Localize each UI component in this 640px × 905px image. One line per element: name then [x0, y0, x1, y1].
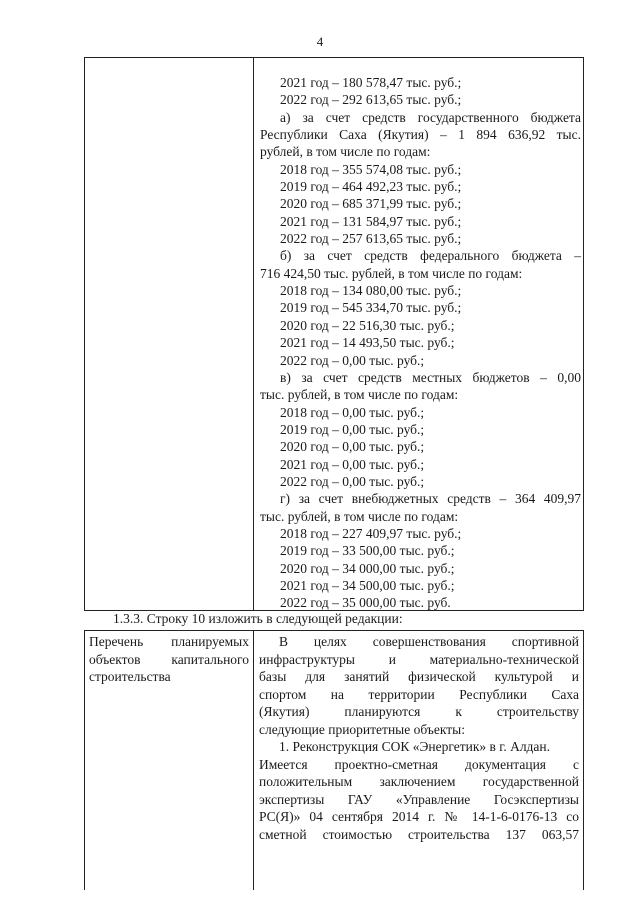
- row-title-cell: [89, 633, 249, 686]
- budget-line: а) за счет средств государственного бюджета: [280, 109, 581, 125]
- budget-line: 2021 год – 180 578,47 тыс. руб.;: [280, 75, 462, 90]
- budget-cell: [260, 74, 581, 612]
- objects-line: следующие приоритетные объекты:: [259, 721, 465, 737]
- column-divider: [253, 630, 254, 890]
- budget-line: 2022 год – 0,00 тыс. руб.;: [280, 473, 425, 489]
- budget-line: 2019 год – 545 334,70 тыс. руб.;: [280, 300, 462, 316]
- budget-line: г) за счет внебюджетных средств – 364 409,97: [280, 491, 581, 507]
- objects-line: сметной стоимостью строительства 137 063,57: [259, 826, 579, 842]
- page-number: 4: [316, 34, 324, 49]
- budget-line: тыс. рублей, в том числе по годам:: [260, 387, 459, 403]
- budget-table: [84, 57, 584, 611]
- budget-line: 2021 год – 131 584,97 тыс. руб.;: [280, 213, 462, 229]
- budget-line: 2018 год – 355 574,08 тыс. руб.;: [280, 161, 462, 177]
- budget-line: рублей, в том числе по годам:: [260, 144, 431, 160]
- budget-line: 2019 год – 33 500,00 тыс. руб.;: [280, 543, 455, 559]
- objects-line: В целях совершенствования спортивной: [279, 634, 579, 649]
- budget-line: 2022 год – 292 613,65 тыс. руб.;: [280, 92, 462, 108]
- budget-line: 716 424,50 тыс. рублей, в том числе по годам:: [260, 265, 523, 281]
- budget-line: 2022 год – 257 613,65 тыс. руб.;: [280, 231, 462, 247]
- budget-line: б) за счет средств федерального бюджета –: [280, 248, 581, 264]
- objects-line: 1. Реконструкция СОК «Энергетик» в г. Алдан.: [279, 739, 551, 754]
- objects-line: Имеется проектно-сметная документация с: [259, 756, 579, 772]
- budget-line: 2018 год – 0,00 тыс. руб.;: [280, 404, 425, 420]
- budget-line: 2020 год – 22 516,30 тыс. руб.;: [280, 317, 455, 333]
- objects-line: базы для занятий физической культурой и: [259, 669, 579, 684]
- amendment-heading: 1.3.3. Строку 10 изложить в следующей редакции:: [113, 611, 403, 626]
- objects-line: (Якутия) планируются к строительству: [259, 704, 579, 719]
- objects-line: положительным заключением государственной: [259, 774, 579, 789]
- budget-line: 2018 год – 227 409,97 тыс. руб.;: [280, 525, 462, 541]
- column-divider: [253, 57, 254, 611]
- row-title-line: объектов капитального: [89, 651, 249, 667]
- budget-line: 2020 год – 685 371,99 тыс. руб.;: [280, 196, 462, 212]
- budget-line: 2021 год – 14 493,50 тыс. руб.;: [280, 335, 455, 351]
- objects-line: спортом на территории Республики Саха: [259, 686, 579, 702]
- objects-line: РС(Я)» 04 сентября 2014 г. № 14-1-6-0176-13 со: [259, 809, 579, 824]
- budget-line: 2019 год – 0,00 тыс. руб.;: [280, 421, 425, 437]
- budget-line: 2020 год – 34 000,00 тыс. руб.;: [280, 560, 455, 576]
- budget-line: в) за счет средств местных бюджетов – 0,00: [280, 369, 581, 385]
- objects-line: экспертизы ГАУ «Управление Госэкспертизы: [259, 791, 579, 807]
- budget-line: 2022 год – 35 000,00 тыс. руб.: [280, 595, 451, 611]
- budget-line: 2018 год – 134 080,00 тыс. руб.;: [280, 283, 462, 299]
- budget-line: тыс. рублей, в том числе по годам:: [260, 508, 459, 524]
- budget-line: 2019 год – 464 492,23 тыс. руб.;: [280, 179, 462, 195]
- objects-line: инфраструктуры и материально-технической: [259, 651, 579, 667]
- row-title-line: строительства: [89, 669, 171, 684]
- objects-table: [84, 630, 584, 890]
- budget-line: Республики Саха (Якутия) – 1 894 636,92 тыс.: [260, 127, 581, 143]
- budget-line: 2022 год – 0,00 тыс. руб.;: [280, 352, 425, 368]
- budget-line: 2021 год – 0,00 тыс. руб.;: [280, 456, 425, 472]
- budget-line: 2020 год – 0,00 тыс. руб.;: [280, 439, 425, 455]
- budget-line: 2021 год – 34 500,00 тыс. руб.;: [280, 577, 455, 593]
- objects-cell: [259, 633, 579, 843]
- row-title-line: Перечень планируемых: [89, 634, 249, 649]
